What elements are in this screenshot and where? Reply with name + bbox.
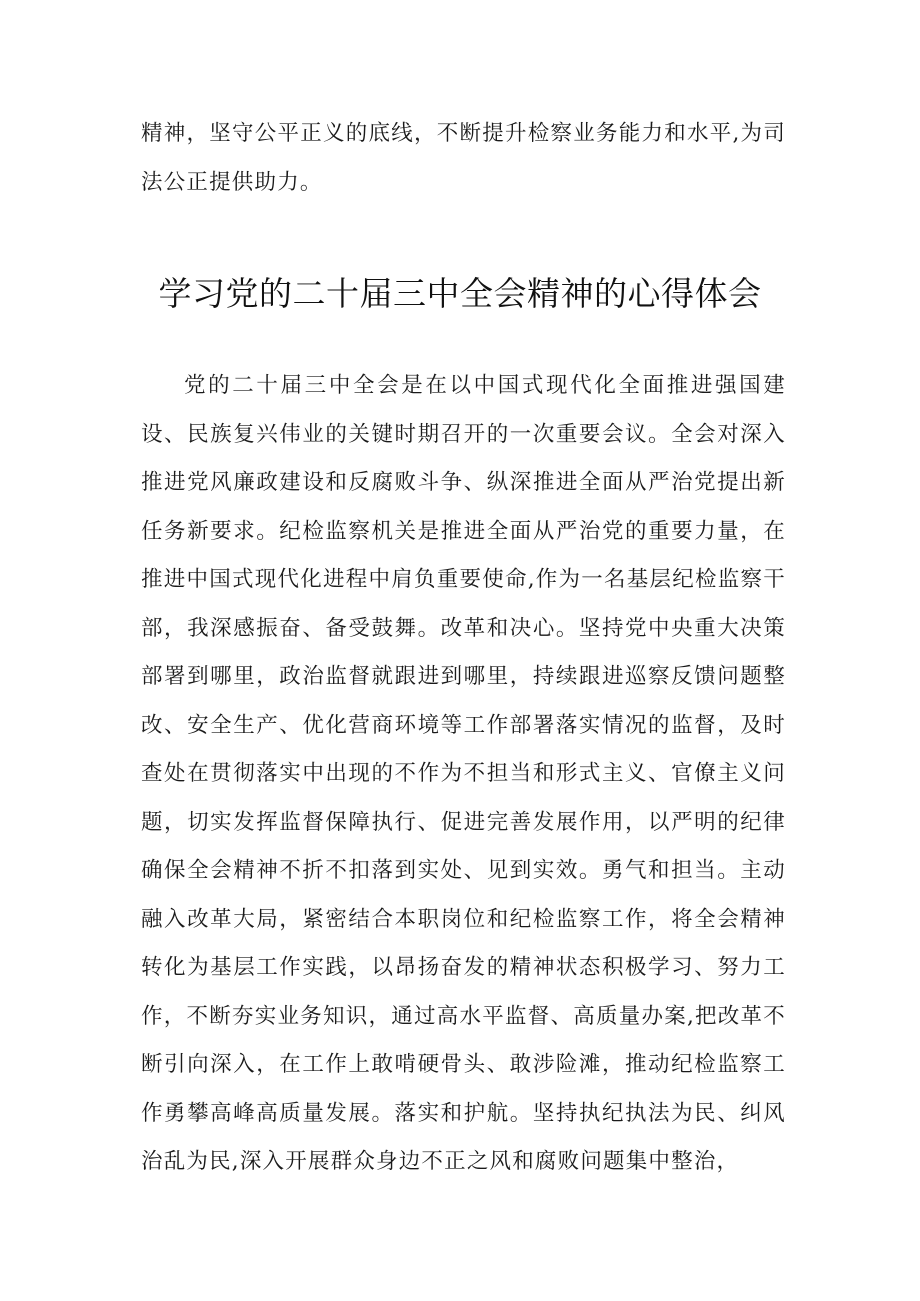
document-title: 学习党的二十届三中全会精神的心得体会 [158, 274, 762, 313]
intro-paragraph: 精神，坚守公平正义的底线，不断提升检察业务能力和水平,为司法公正提供助力。 [141, 121, 786, 195]
body-paragraph: 党的二十届三中全会是在以中国式现代化全面推进强国建设、民族复兴伟业的关键时期召开的一次重要会议。全会对深入推进党风廉政建设和反腐败斗争、纵深推进全面从严治党提出新任务新要求。纪检监察机关是推进全面从严治党的重要力量，在推进中国式现代化进程中肩负重要使命,作为一名基层纪检监察干部，我深感振奋、备受鼓舞。改革和决心。坚持党中央重大决策部署到哪里，政治监督就跟进到哪里，持续跟进巡察反馈问题整改、安全生产、优化营商环境等工作部署落实情况的监督，及时查处在贯彻落实中出现的不作为不担当和形式主义、官僚主义问题，切实发挥监督保障执行、促进完善发展作用，以严明的纪律确保全会精神不折不扣落到实处、见到实效。勇气和担当。主动融入改革大局，紧密结合本职岗位和纪检监察工作，将全会精神转化为基层工作实践，以昂扬奋发的精神状态积极学习、努力工作，不断夯实业务知识，通过高水平监督、高质量办案,把改革不断引向深入，在工作上敢啃硬骨头、敢涉险滩，推动纪检监察工作勇攀高峰高质量发展。落实和护航。坚持执纪执法为民、纠风治乱为民,深入开展群众身边不正之风和腐败问题集中整治， [141, 373, 786, 1174]
